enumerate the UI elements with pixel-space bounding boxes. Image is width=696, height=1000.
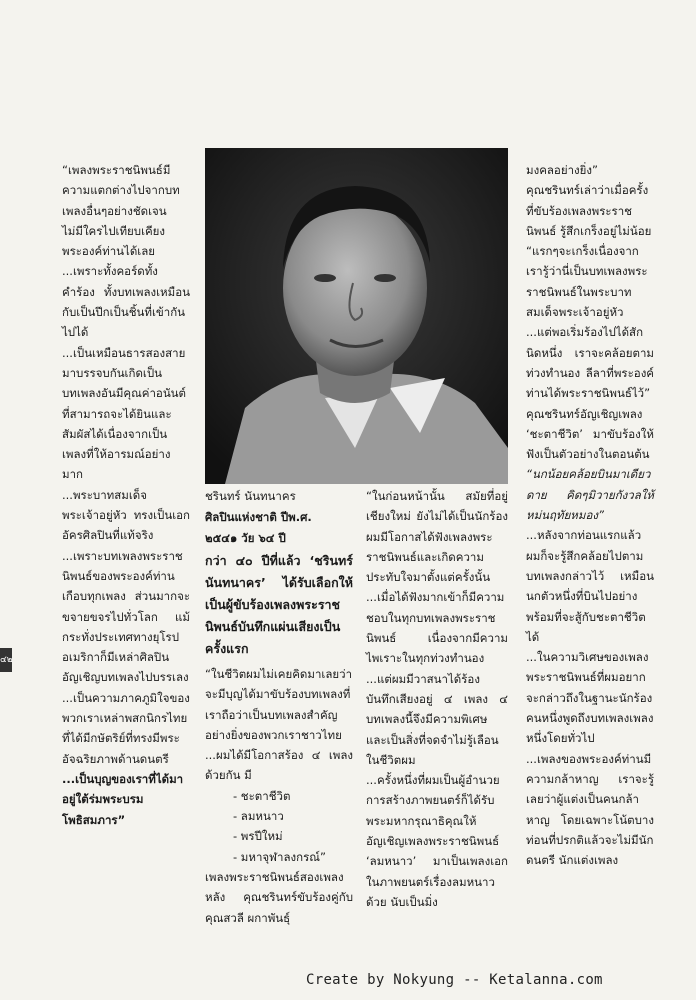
paragraph: ...แต่ผมมีวาสนาได้ร้องบันทึกเสียงอยู่ ๔ เพลง ๔ บทเพลงนี้จึงมีความพิเศษและเป็นสิ่งที่จดจำไม่รู้เลือนในชีวิตผม — [366, 671, 508, 767]
column-middle-right — [366, 486, 508, 912]
caption-title: ศิลปินแห่งชาติ ปีพ.ศ. — [205, 510, 312, 524]
caption-name: ชรินทร์ นันทนาคร — [205, 489, 296, 503]
song-list — [205, 786, 353, 867]
paragraph: “เพลงพระราชนิพนธ์มีความแตกต่างไปจากบทเพลงอื่นๆอย่างชัดเจน ไม่มีใครไปเทียบเคียงพระองค์ท่านได้เลย — [62, 163, 180, 259]
paragraph: ...ในความวิเศษของเพลงพระราชนิพนธ์ที่ผมอยากจะกล่าวถึงในฐานะนักร้องคนหนึ่งพูดถึงบทเพลงเพลงหนึ่งโดยทั่วไป — [526, 650, 654, 746]
paragraph: เพลงพระราชนิพนธ์สองเพลงหลัง คุณชรินทร์ขับร้องคู่กับคุณสวลี ผกาพันธุ์ — [205, 869, 353, 925]
paragraph: ...เพราะทั้งคอร์ดทั้งคำร้อง ทั้งบทเพลงเหมือนกับเป็นปึกเป็นชิ้นที่เข้ากันไปได้ — [62, 264, 190, 340]
song-item: - ลมหนาว — [233, 809, 284, 824]
column-right — [526, 160, 654, 870]
paragraph: ...เป็นความภาคภูมิใจของพวกเราเหล่าพสกนิกรไทย ที่ได้มีกษัตริย์ที่ทรงมีพระอัจฉริยภาพด้านดนตรี — [62, 690, 190, 766]
paragraph: “แรกๆจะเกร็งเนื่องจากเรารู้ว่านี่เป็นบทเพลงพระราชนิพนธ์ในพระบาทสมเด็จพระเจ้าอยู่หัว — [526, 244, 648, 320]
paragraph: ...ครั้งหนึ่งที่ผมเป็นผู้อำนวยการสร้างภาพยนตร์ก็ได้รับพระมหากรุณาธิคุณให้อัญเชิญเพลงพระราชนิพนธ์ ‘ลมหนาว’ มาเป็นเพลงเอกในภาพยนตร์เรื่องลมหนาวด้วย นับเป็นมิ่ง — [366, 773, 508, 909]
paragraph: ...เพลงของพระองค์ท่านมีความกล้าหาญ เราจะรู้เลยว่าผู้แต่งเป็นคนกล้าหาญ โดยเฉพาะโน้ตบางท่อนที่ปรกติแล้วจะไม่มีนักดนตรี นักแต่งเพลง — [526, 751, 654, 868]
paragraph: ...แต่พอเริ่มร้องไปได้สักนิดหนึ่ง เราจะคล้อยตามท่วงทำนอง ลีลาที่พระองค์ท่านได้พระราชนิพนธ์ไว้” — [526, 325, 654, 401]
page-number-tab: ๔๒ — [0, 648, 12, 672]
paragraph: คุณชรินทร์เล่าว่าเมื่อครั้งที่ขับร้องเพลงพระราชนิพนธ์ รู้สึกเกร็งอยู่ไม่น้อย — [526, 183, 652, 238]
column-left — [62, 160, 190, 830]
paragraph: ...หลังจากท่อนแรกแล้วผมก็จะรู้สึกคล้อยไปตามบทเพลงกล่าวไว้ เหมือนนกตัวหนึ่งที่บินไปอย่างพร้อมที่จะสู้กับชะตาชีวิตได้ — [526, 528, 654, 644]
paragraph: คุณชรินทร์อัญเชิญเพลง ‘ชะตาชีวิต’ มาขับร้องให้ฟังเป็นตัวอย่างในตอนต้น — [526, 406, 654, 462]
portrait-image — [205, 148, 508, 484]
paragraph-bold: ...เป็นบุญของเราที่ได้มาอยู่ใต้ร่มพระบรมโพธิสมภาร” — [62, 771, 184, 827]
song-item: - มหาจุฬาลงกรณ์” — [233, 849, 326, 864]
column-middle-left — [205, 550, 353, 928]
song-item: - พรปีใหม่ — [233, 829, 283, 844]
paragraph: “ในชีวิตผมไม่เคยคิดมาเลยว่าจะมีบุญได้มาขับร้องบทเพลงที่เราถือว่าเป็นบทเพลงสำคัญอย่างยิ่งของพวกเราชาวไทย — [205, 667, 353, 742]
caption-title-line2: ๒๕๔๑ วัย ๖๔ ปี — [205, 531, 286, 545]
footer-credit: Create by Nokyung -- Ketalanna.com — [306, 972, 603, 988]
lyric-quote: “นกน้อยคล้อยบินมาเดียวดาย คิดๆมิวายกังวลให้หม่นฤทัยหมอง” — [526, 467, 654, 523]
paragraph: ...พระบาทสมเด็จพระเจ้าอยู่หัว ทรงเป็นเอกอัครศิลปินที่แท้จริง — [62, 487, 190, 543]
paragraph: ...เพราะบทเพลงพระราชนิพนธ์ของพระองค์ท่านเกือบทุกเพลง ส่วนมากจะขจายขจรไปทั่วโลก แม้กระทั่งประเทศทางยุโรป อเมริกาก็มีเหล่าศิลปินอัญเชิญบทเพลงไปบรรเลง — [62, 548, 190, 685]
paragraph: มงคลอย่างยิ่ง” — [526, 163, 598, 177]
paragraph: “ในก่อนหน้านั้น สมัยที่อยู่เชียงใหม่ ยังไม่ได้เป็นนักร้อง ผมมีโอกาสได้ฟังเพลงพระราชนิพนธ์และเกิดความประทับใจมาตั้งแต่ครั้งนั้น — [366, 489, 508, 585]
portrait-photo — [205, 148, 508, 484]
paragraph: ...ผมได้มีโอกาสร้อง ๔ เพลงด้วยกัน มี — [205, 748, 353, 783]
paragraph: ...เมื่อได้ฟังมากเข้าก็มีความชอบในทุกบทเพลงพระราชนิพนธ์ เนื่องจากมีความไพเราะในทุกท่วงทำนอง — [366, 590, 508, 666]
song-item: - ชะตาชีวิต — [233, 788, 291, 803]
headline: กว่า ๔๐ ปีที่แล้ว ‘ชรินทร์ นันทนาคร’ ได้รับเลือกให้เป็นผู้ขับร้องเพลงพระราชนิพนธ์บันทึกแผ่นเสียงเป็นครั้งแรก — [205, 553, 353, 656]
paragraph: ...เป็นเหมือนธารสองสายมาบรรจบกันเกิดเป็นบทเพลงอันมีคุณค่าอนันต์ที่สามารถจะได้ยินและสัมผัสได้เนื่องจากเป็นเพลงที่ให้อารมณ์อย่างมาก — [62, 345, 187, 482]
